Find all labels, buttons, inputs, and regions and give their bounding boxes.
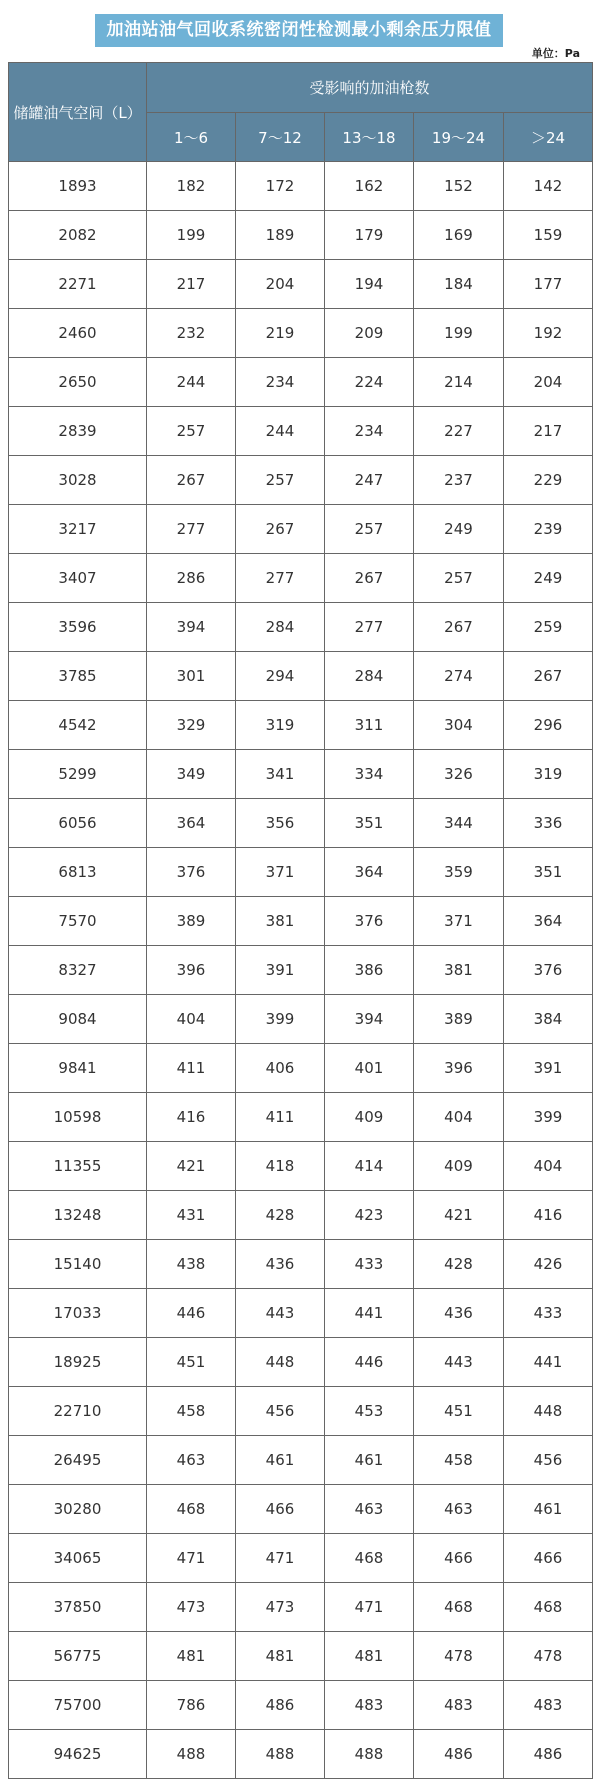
pressure-value-cell: 319 xyxy=(236,701,325,750)
table-row xyxy=(9,1485,593,1534)
column-header: 19～24 xyxy=(414,113,504,162)
tank-space-cell: 37850 xyxy=(9,1583,147,1632)
pressure-value-cell: 214 xyxy=(414,358,504,407)
table-row xyxy=(9,554,593,603)
pressure-value-cell: 182 xyxy=(147,162,236,211)
table-row xyxy=(9,358,593,407)
pressure-value-cell: 471 xyxy=(147,1534,236,1583)
pressure-value-cell: 376 xyxy=(325,897,414,946)
table-row xyxy=(9,1632,593,1681)
pressure-value-cell: 446 xyxy=(325,1338,414,1387)
pressure-value-cell: 296 xyxy=(504,701,593,750)
table-row xyxy=(9,1681,593,1730)
pressure-value-cell: 386 xyxy=(325,946,414,995)
tank-space-cell: 34065 xyxy=(9,1534,147,1583)
pressure-value-cell: 396 xyxy=(147,946,236,995)
pressure-value-cell: 486 xyxy=(236,1681,325,1730)
tank-space-cell: 17033 xyxy=(9,1289,147,1338)
pressure-value-cell: 204 xyxy=(504,358,593,407)
pressure-value-cell: 458 xyxy=(147,1387,236,1436)
pressure-value-cell: 466 xyxy=(414,1534,504,1583)
pressure-value-cell: 376 xyxy=(504,946,593,995)
pressure-value-cell: 257 xyxy=(325,505,414,554)
table-row xyxy=(9,1387,593,1436)
group-header-nozzles: 受影响的加油枪数 xyxy=(147,63,593,113)
row-header-tank-space: 储罐油气空间（L） xyxy=(9,63,147,162)
pressure-value-cell: 244 xyxy=(147,358,236,407)
pressure-value-cell: 463 xyxy=(325,1485,414,1534)
table-row xyxy=(9,995,593,1044)
tank-space-cell: 2460 xyxy=(9,309,147,358)
table-row xyxy=(9,1289,593,1338)
pressure-value-cell: 433 xyxy=(504,1289,593,1338)
pressure-value-cell: 451 xyxy=(414,1387,504,1436)
pressure-value-cell: 172 xyxy=(236,162,325,211)
pressure-value-cell: 404 xyxy=(147,995,236,1044)
pressure-value-cell: 351 xyxy=(325,799,414,848)
table-row xyxy=(9,505,593,554)
table-row xyxy=(9,1191,593,1240)
pressure-value-cell: 401 xyxy=(325,1044,414,1093)
pressure-value-cell: 488 xyxy=(325,1730,414,1779)
tank-space-cell: 3217 xyxy=(9,505,147,554)
pressure-value-cell: 217 xyxy=(147,260,236,309)
table-row xyxy=(9,750,593,799)
pressure-value-cell: 371 xyxy=(414,897,504,946)
pressure-value-cell: 406 xyxy=(236,1044,325,1093)
pressure-value-cell: 471 xyxy=(325,1583,414,1632)
pressure-value-cell: 364 xyxy=(504,897,593,946)
table-row xyxy=(9,603,593,652)
table-row xyxy=(9,1093,593,1142)
tank-space-cell: 3028 xyxy=(9,456,147,505)
tank-space-cell: 10598 xyxy=(9,1093,147,1142)
pressure-value-cell: 284 xyxy=(236,603,325,652)
pressure-value-cell: 304 xyxy=(414,701,504,750)
pressure-value-cell: 301 xyxy=(147,652,236,701)
pressure-value-cell: 481 xyxy=(236,1632,325,1681)
pressure-value-cell: 448 xyxy=(504,1387,593,1436)
pressure-value-cell: 426 xyxy=(504,1240,593,1289)
tank-space-cell: 4542 xyxy=(9,701,147,750)
pressure-value-cell: 461 xyxy=(325,1436,414,1485)
pressure-value-cell: 232 xyxy=(147,309,236,358)
pressure-value-cell: 409 xyxy=(414,1142,504,1191)
table-row xyxy=(9,799,593,848)
pressure-value-cell: 399 xyxy=(504,1093,593,1142)
pressure-value-cell: 463 xyxy=(414,1485,504,1534)
pressure-value-cell: 329 xyxy=(147,701,236,750)
pressure-value-cell: 142 xyxy=(504,162,593,211)
pressure-value-cell: 257 xyxy=(236,456,325,505)
tank-space-cell: 2082 xyxy=(9,211,147,260)
pressure-value-cell: 436 xyxy=(236,1240,325,1289)
table-row xyxy=(9,1338,593,1387)
pressure-value-cell: 423 xyxy=(325,1191,414,1240)
pressure-value-cell: 473 xyxy=(147,1583,236,1632)
tank-space-cell: 22710 xyxy=(9,1387,147,1436)
pressure-value-cell: 249 xyxy=(414,505,504,554)
pressure-value-cell: 199 xyxy=(414,309,504,358)
pressure-value-cell: 341 xyxy=(236,750,325,799)
pressure-value-cell: 391 xyxy=(504,1044,593,1093)
pressure-value-cell: 259 xyxy=(504,603,593,652)
pressure-value-cell: 468 xyxy=(325,1534,414,1583)
pressure-value-cell: 277 xyxy=(325,603,414,652)
pressure-value-cell: 344 xyxy=(414,799,504,848)
pressure-value-cell: 473 xyxy=(236,1583,325,1632)
pressure-value-cell: 234 xyxy=(236,358,325,407)
table-row xyxy=(9,652,593,701)
tank-space-cell: 2839 xyxy=(9,407,147,456)
pressure-value-cell: 438 xyxy=(147,1240,236,1289)
tank-space-cell: 1893 xyxy=(9,162,147,211)
pressure-value-cell: 486 xyxy=(414,1730,504,1779)
pressure-value-cell: 229 xyxy=(504,456,593,505)
pressure-value-cell: 284 xyxy=(325,652,414,701)
table-row xyxy=(9,1044,593,1093)
pressure-value-cell: 488 xyxy=(147,1730,236,1779)
pressure-value-cell: 152 xyxy=(414,162,504,211)
pressure-value-cell: 384 xyxy=(504,995,593,1044)
pressure-value-cell: 227 xyxy=(414,407,504,456)
table-row xyxy=(9,1436,593,1485)
column-header: 7～12 xyxy=(236,113,325,162)
tank-space-cell: 75700 xyxy=(9,1681,147,1730)
pressure-value-cell: 159 xyxy=(504,211,593,260)
pressure-value-cell: 463 xyxy=(147,1436,236,1485)
pressure-value-cell: 468 xyxy=(414,1583,504,1632)
table-row xyxy=(9,701,593,750)
pressure-value-cell: 389 xyxy=(147,897,236,946)
pressure-value-cell: 349 xyxy=(147,750,236,799)
pressure-value-cell: 199 xyxy=(147,211,236,260)
pressure-value-cell: 481 xyxy=(147,1632,236,1681)
pressure-value-cell: 478 xyxy=(414,1632,504,1681)
pressure-value-cell: 396 xyxy=(414,1044,504,1093)
pressure-value-cell: 446 xyxy=(147,1289,236,1338)
tank-space-cell: 3785 xyxy=(9,652,147,701)
pressure-value-cell: 274 xyxy=(414,652,504,701)
tank-space-cell: 56775 xyxy=(9,1632,147,1681)
table-row xyxy=(9,946,593,995)
table-row xyxy=(9,162,593,211)
pressure-limit-table xyxy=(8,62,593,1779)
pressure-value-cell: 356 xyxy=(236,799,325,848)
pressure-value-cell: 456 xyxy=(236,1387,325,1436)
tank-space-cell: 9841 xyxy=(9,1044,147,1093)
pressure-value-cell: 468 xyxy=(147,1485,236,1534)
pressure-value-cell: 441 xyxy=(325,1289,414,1338)
pressure-value-cell: 404 xyxy=(414,1093,504,1142)
pressure-value-cell: 239 xyxy=(504,505,593,554)
pressure-value-cell: 458 xyxy=(414,1436,504,1485)
pressure-value-cell: 483 xyxy=(414,1681,504,1730)
pressure-value-cell: 267 xyxy=(504,652,593,701)
pressure-value-cell: 371 xyxy=(236,848,325,897)
pressure-value-cell: 177 xyxy=(504,260,593,309)
tank-space-cell: 26495 xyxy=(9,1436,147,1485)
table-row xyxy=(9,897,593,946)
pressure-value-cell: 456 xyxy=(504,1436,593,1485)
pressure-value-cell: 224 xyxy=(325,358,414,407)
table-row xyxy=(9,211,593,260)
pressure-value-cell: 421 xyxy=(414,1191,504,1240)
pressure-value-cell: 162 xyxy=(325,162,414,211)
table-row xyxy=(9,1240,593,1289)
pressure-value-cell: 286 xyxy=(147,554,236,603)
pressure-value-cell: 483 xyxy=(504,1681,593,1730)
pressure-value-cell: 414 xyxy=(325,1142,414,1191)
pressure-value-cell: 237 xyxy=(414,456,504,505)
pressure-value-cell: 391 xyxy=(236,946,325,995)
pressure-value-cell: 478 xyxy=(504,1632,593,1681)
pressure-value-cell: 416 xyxy=(504,1191,593,1240)
pressure-value-cell: 443 xyxy=(414,1338,504,1387)
tank-space-cell: 6813 xyxy=(9,848,147,897)
pressure-value-cell: 461 xyxy=(236,1436,325,1485)
table-row xyxy=(9,848,593,897)
pressure-value-cell: 488 xyxy=(236,1730,325,1779)
tank-space-cell: 30280 xyxy=(9,1485,147,1534)
pressure-value-cell: 169 xyxy=(414,211,504,260)
pressure-value-cell: 351 xyxy=(504,848,593,897)
pressure-value-cell: 428 xyxy=(236,1191,325,1240)
pressure-value-cell: 461 xyxy=(504,1485,593,1534)
pressure-value-cell: 483 xyxy=(325,1681,414,1730)
pressure-value-cell: 471 xyxy=(236,1534,325,1583)
pressure-value-cell: 267 xyxy=(325,554,414,603)
tank-space-cell: 94625 xyxy=(9,1730,147,1779)
table-row xyxy=(9,309,593,358)
pressure-value-cell: 364 xyxy=(147,799,236,848)
tank-space-cell: 11355 xyxy=(9,1142,147,1191)
pressure-value-cell: 381 xyxy=(414,946,504,995)
pressure-value-cell: 217 xyxy=(504,407,593,456)
pressure-value-cell: 311 xyxy=(325,701,414,750)
pressure-value-cell: 411 xyxy=(147,1044,236,1093)
pressure-value-cell: 204 xyxy=(236,260,325,309)
pressure-value-cell: 381 xyxy=(236,897,325,946)
tank-space-cell: 2650 xyxy=(9,358,147,407)
pressure-value-cell: 334 xyxy=(325,750,414,799)
table-row xyxy=(9,456,593,505)
pressure-value-cell: 189 xyxy=(236,211,325,260)
tank-space-cell: 9084 xyxy=(9,995,147,1044)
pressure-value-cell: 247 xyxy=(325,456,414,505)
pressure-value-cell: 416 xyxy=(147,1093,236,1142)
page-title: 加油站油气回收系统密闭性检测最小剩余压力限值 xyxy=(95,14,503,47)
pressure-value-cell: 209 xyxy=(325,309,414,358)
pressure-value-cell: 394 xyxy=(147,603,236,652)
tank-space-cell: 3407 xyxy=(9,554,147,603)
table-row xyxy=(9,1730,593,1779)
pressure-value-cell: 267 xyxy=(236,505,325,554)
pressure-value-cell: 326 xyxy=(414,750,504,799)
tank-space-cell: 15140 xyxy=(9,1240,147,1289)
unit-label: 单位：Pa xyxy=(531,47,580,60)
tank-space-cell: 7570 xyxy=(9,897,147,946)
pressure-value-cell: 786 xyxy=(147,1681,236,1730)
column-header: 1～6 xyxy=(147,113,236,162)
pressure-value-cell: 179 xyxy=(325,211,414,260)
pressure-value-cell: 394 xyxy=(325,995,414,1044)
pressure-value-cell: 431 xyxy=(147,1191,236,1240)
pressure-value-cell: 184 xyxy=(414,260,504,309)
table-row xyxy=(9,407,593,456)
pressure-value-cell: 267 xyxy=(414,603,504,652)
pressure-value-cell: 404 xyxy=(504,1142,593,1191)
pressure-value-cell: 418 xyxy=(236,1142,325,1191)
table-row xyxy=(9,1583,593,1632)
pressure-value-cell: 277 xyxy=(147,505,236,554)
column-header: ＞24 xyxy=(504,113,593,162)
pressure-value-cell: 319 xyxy=(504,750,593,799)
tank-space-cell: 18925 xyxy=(9,1338,147,1387)
tank-space-cell: 5299 xyxy=(9,750,147,799)
tank-space-cell: 2271 xyxy=(9,260,147,309)
pressure-value-cell: 453 xyxy=(325,1387,414,1436)
pressure-value-cell: 234 xyxy=(325,407,414,456)
pressure-value-cell: 257 xyxy=(147,407,236,456)
pressure-value-cell: 448 xyxy=(236,1338,325,1387)
pressure-value-cell: 451 xyxy=(147,1338,236,1387)
tank-space-cell: 8327 xyxy=(9,946,147,995)
pressure-value-cell: 481 xyxy=(325,1632,414,1681)
pressure-value-cell: 441 xyxy=(504,1338,593,1387)
table-row xyxy=(9,260,593,309)
pressure-value-cell: 376 xyxy=(147,848,236,897)
pressure-value-cell: 486 xyxy=(504,1730,593,1779)
table-row xyxy=(9,1534,593,1583)
tank-space-cell: 6056 xyxy=(9,799,147,848)
pressure-value-cell: 468 xyxy=(504,1583,593,1632)
pressure-value-cell: 336 xyxy=(504,799,593,848)
tank-space-cell: 3596 xyxy=(9,603,147,652)
pressure-value-cell: 244 xyxy=(236,407,325,456)
pressure-value-cell: 192 xyxy=(504,309,593,358)
pressure-value-cell: 277 xyxy=(236,554,325,603)
pressure-value-cell: 294 xyxy=(236,652,325,701)
pressure-value-cell: 421 xyxy=(147,1142,236,1191)
column-header: 13～18 xyxy=(325,113,414,162)
pressure-value-cell: 194 xyxy=(325,260,414,309)
pressure-value-cell: 409 xyxy=(325,1093,414,1142)
pressure-value-cell: 443 xyxy=(236,1289,325,1338)
pressure-value-cell: 389 xyxy=(414,995,504,1044)
pressure-value-cell: 219 xyxy=(236,309,325,358)
pressure-value-cell: 249 xyxy=(504,554,593,603)
tank-space-cell: 13248 xyxy=(9,1191,147,1240)
pressure-value-cell: 359 xyxy=(414,848,504,897)
table-row xyxy=(9,1142,593,1191)
pressure-value-cell: 267 xyxy=(147,456,236,505)
pressure-value-cell: 466 xyxy=(236,1485,325,1534)
pressure-value-cell: 466 xyxy=(504,1534,593,1583)
header-row xyxy=(9,63,593,113)
pressure-value-cell: 257 xyxy=(414,554,504,603)
pressure-value-cell: 364 xyxy=(325,848,414,897)
pressure-value-cell: 428 xyxy=(414,1240,504,1289)
pressure-value-cell: 399 xyxy=(236,995,325,1044)
pressure-value-cell: 436 xyxy=(414,1289,504,1338)
pressure-value-cell: 433 xyxy=(325,1240,414,1289)
pressure-value-cell: 411 xyxy=(236,1093,325,1142)
table-header xyxy=(9,63,593,162)
table-body xyxy=(9,162,593,1779)
